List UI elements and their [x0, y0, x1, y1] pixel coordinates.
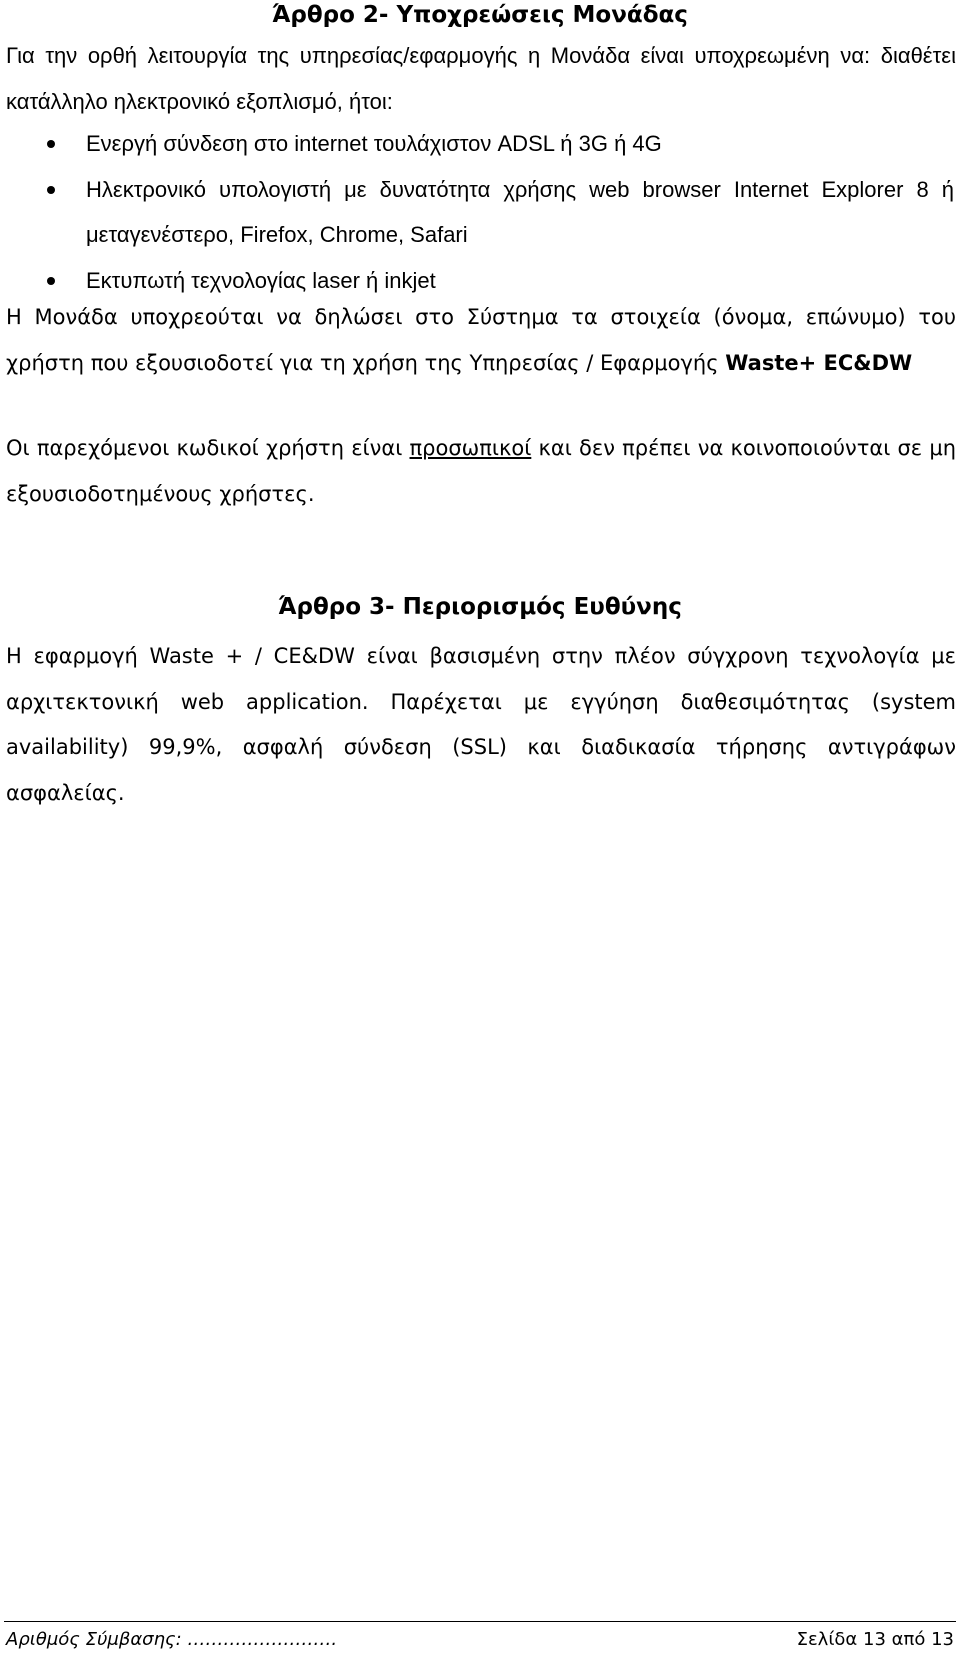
user-declaration-paragraph [6, 295, 956, 386]
list-item [0, 167, 960, 258]
user-codes-text-start: Οι παρεχόμενοι κωδικοί χρήστη είναι [6, 436, 410, 460]
personal-emphasis: προσωπικοί [409, 436, 532, 460]
bullet-icon [47, 140, 55, 148]
page-number: Σελίδα 13 από 13 [796, 1629, 954, 1650]
article-3-heading: Άρθρο 3- Περιορισμός Ευθύνης [278, 594, 682, 620]
user-codes-text-end: και δεν πρέπει να κοινοποιούνται σε μη εξουσιοδοτημένους χρήστες. [6, 436, 957, 506]
page-footer [0, 1620, 960, 1656]
user-codes-paragraph [6, 426, 956, 517]
article-2-intro: Για την ορθή λειτουργία της υπηρεσίας/εφαρμογής η Μονάδα είναι υποχρεωμένη να: διαθέτει κατάλληλο ηλεκτρονικό εξοπλισμό, ήτοι: [6, 43, 956, 114]
equipment-list [0, 121, 960, 303]
bullet-icon [47, 186, 55, 194]
contract-number-label: Αριθμός Σύμβασης: ……………………. [6, 1629, 338, 1650]
list-item [0, 121, 960, 167]
user-declaration-text: Η Μονάδα υποχρεούται να δηλώσει στο Σύστημα τα στοιχεία (όνομα, επώνυμο) του χρήστη που εξουσιοδοτεί για τη χρήση της Υπηρεσίας / Εφαρμογής [6, 305, 956, 375]
article-3-body: Η εφαρμογή Waste + / CE&DW είναι βασισμένη στην πλέον σύγχρονη τεχνολογία με αρχιτεκτονική web application. Παρέχεται με εγγύηση διαθεσιμότητας (system availability) 99,9%, ασφαλή σύνδεση (SSL) και διαδικασία τήρησης αντιγράφων ασφαλείας. [6, 644, 956, 805]
footer-divider [4, 1621, 956, 1622]
list-item-text: Εκτυπωτή τεχνολογίας laser ή inkjet [86, 267, 436, 293]
list-item-text: Ηλεκτρονικό υπολογιστή με δυνατότητα χρήσης web browser Internet Explorer 8 ή μεταγενέστερο, Firefox, Chrome, Safari [86, 176, 954, 247]
bullet-icon [47, 277, 55, 285]
list-item-text: Ενεργή σύνδεση στο internet τουλάχιστον ADSL ή 3G ή 4G [86, 131, 662, 156]
service-name: Waste+ EC&DW [725, 350, 913, 375]
article-2-heading: Άρθρο 2- Υποχρεώσεις Μονάδας [272, 2, 688, 28]
